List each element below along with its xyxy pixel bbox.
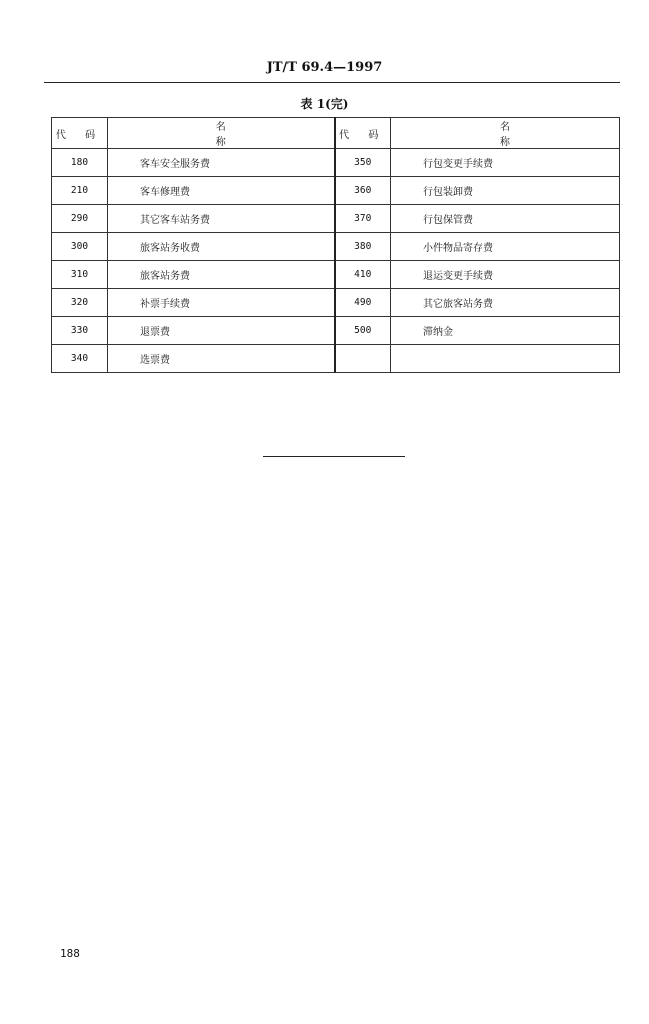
name-cell bbox=[391, 345, 620, 373]
name-cell: 行包保管费 bbox=[391, 205, 620, 233]
code-cell: 380 bbox=[335, 233, 391, 261]
column-header-name-left: 名 称 bbox=[108, 118, 335, 149]
fee-code-table bbox=[51, 117, 620, 373]
name-cell: 滞纳金 bbox=[391, 317, 620, 345]
table-row bbox=[52, 177, 620, 205]
name-cell: 退运变更手续费 bbox=[391, 261, 620, 289]
code-cell: 310 bbox=[52, 261, 108, 289]
table-caption: 表 1(完) bbox=[300, 97, 349, 111]
code-cell bbox=[335, 345, 391, 373]
code-cell: 320 bbox=[52, 289, 108, 317]
table-row bbox=[52, 317, 620, 345]
name-cell: 客车修理费 bbox=[108, 177, 335, 205]
code-cell: 370 bbox=[335, 205, 391, 233]
header-rule bbox=[44, 82, 620, 83]
table-row bbox=[52, 289, 620, 317]
name-cell: 旅客站务费 bbox=[108, 261, 335, 289]
table-row bbox=[52, 233, 620, 261]
code-cell: 300 bbox=[52, 233, 108, 261]
name-cell: 旅客站务收费 bbox=[108, 233, 335, 261]
name-cell: 小件物品寄存费 bbox=[391, 233, 620, 261]
code-cell: 410 bbox=[335, 261, 391, 289]
table-row bbox=[52, 261, 620, 289]
table-header-row bbox=[52, 118, 620, 149]
code-cell: 350 bbox=[335, 149, 391, 177]
table-row bbox=[52, 345, 620, 373]
code-cell: 360 bbox=[335, 177, 391, 205]
name-cell: 其它客车站务费 bbox=[108, 205, 335, 233]
end-of-standard-rule bbox=[263, 456, 405, 457]
code-cell: 290 bbox=[52, 205, 108, 233]
table-row bbox=[52, 149, 620, 177]
name-cell: 其它旅客站务费 bbox=[391, 289, 620, 317]
standard-code-header: JT/T 69.4—1997 bbox=[266, 60, 383, 75]
code-cell: 210 bbox=[52, 177, 108, 205]
name-cell: 行包装卸费 bbox=[391, 177, 620, 205]
name-cell: 选票费 bbox=[108, 345, 335, 373]
name-cell: 客车安全服务费 bbox=[108, 149, 335, 177]
column-header-code-left: 代 码 bbox=[52, 118, 108, 149]
code-cell: 180 bbox=[52, 149, 108, 177]
name-cell: 退票费 bbox=[108, 317, 335, 345]
column-header-name-right: 名 称 bbox=[391, 118, 620, 149]
column-header-code-right: 代 码 bbox=[335, 118, 391, 149]
code-cell: 330 bbox=[52, 317, 108, 345]
name-cell: 行包变更手续费 bbox=[391, 149, 620, 177]
code-cell: 340 bbox=[52, 345, 108, 373]
page-number: 188 bbox=[60, 947, 80, 960]
table-row bbox=[52, 205, 620, 233]
code-cell: 490 bbox=[335, 289, 391, 317]
code-cell: 500 bbox=[335, 317, 391, 345]
name-cell: 补票手续费 bbox=[108, 289, 335, 317]
